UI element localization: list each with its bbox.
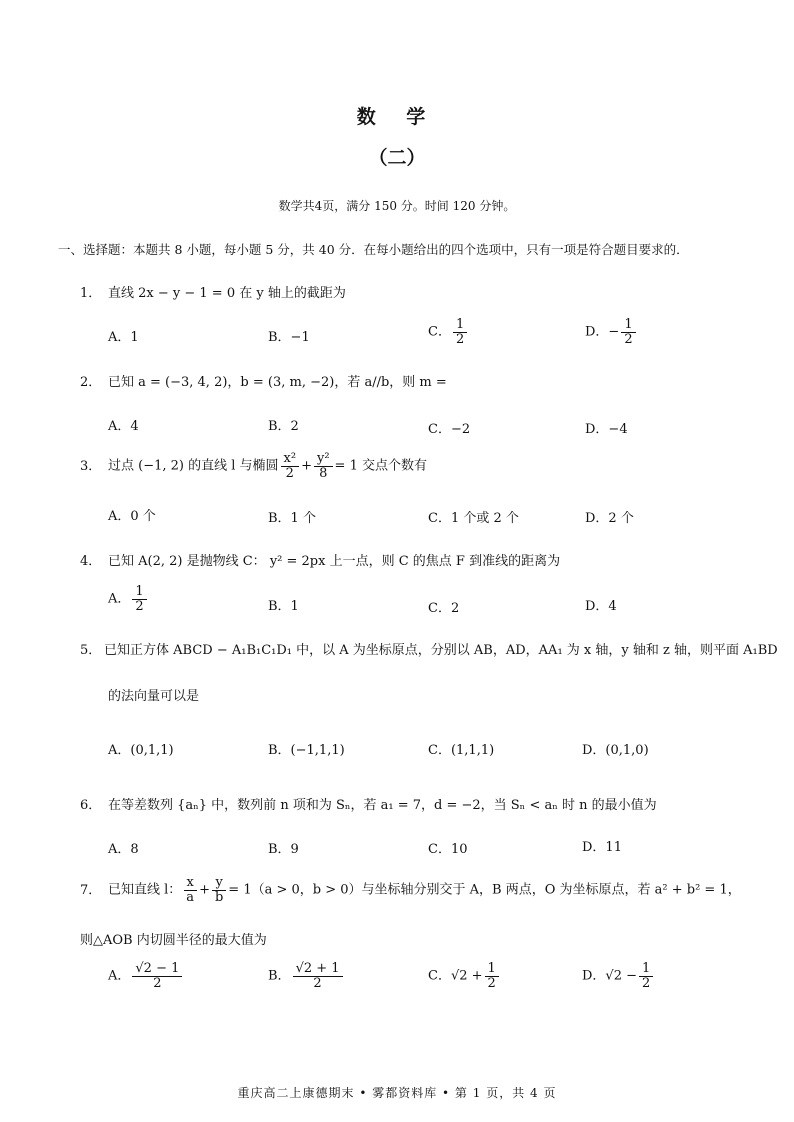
option-d: D．11: [582, 840, 622, 855]
exam-info: 数学共4页，满分 150 分。时间 120 分钟。: [278, 199, 516, 213]
question-stem: 已知 a = (−3, 4, 2)，b = (3, m, −2)，若 a//b，则 m =: [108, 375, 447, 390]
option-b: B．1 个: [268, 511, 316, 526]
fraction: $\frac{\text{y²}}{8}$: [314, 452, 333, 480]
page-subtitle: （二）: [368, 147, 426, 169]
option-c: C． $\frac{1}{2}$: [428, 318, 469, 346]
question-stem-start: 过点 (−1, 2) 的直线 l 与椭圆: [108, 458, 279, 474]
fraction: $\frac{x}{a}$: [183, 876, 197, 904]
fraction: $\frac{y}{b}$: [212, 876, 226, 904]
question-6: [80, 794, 657, 813]
question-stem: 已知 A(2, 2) 是抛物线 C： y² = 2px 上一点，则 C 的焦点 F 到准线的距离为: [108, 554, 561, 569]
question-number: 6．: [80, 798, 102, 813]
option-a: A．0 个: [108, 509, 156, 524]
option-b: B．2: [268, 419, 299, 434]
question-7: 7． 已知直线 l： $\frac{x}{a}$ + $\frac{y}{b}$ = 1（a > 0，b > 0）与坐标轴分别交于 A，B 两点，O 为坐标原点，若 a² + b² = 1，: [80, 875, 741, 905]
question-5: [80, 639, 778, 658]
option-b: B．9: [268, 842, 299, 857]
question-number: 2．: [80, 375, 102, 390]
option-c: C．10: [428, 842, 468, 857]
option-d: D．− $\frac{1}{2}$: [585, 318, 638, 346]
question-1: [80, 282, 346, 301]
question-stem-end: = 1（a > 0，b > 0）与坐标轴分别交于 A，B 两点，O 为坐标原点，若 a² + b² = 1，: [228, 882, 741, 898]
option-a: A． $\frac{1}{2}$: [108, 585, 149, 613]
option-d: D．−4: [585, 422, 628, 437]
question-stem-line-2: 则△AOB 内切圆半径的最大值为: [80, 933, 267, 948]
question-stem-start: 已知直线 l：: [108, 882, 182, 898]
question-number: 7．: [80, 882, 102, 898]
question-stem: 直线 2x − y − 1 = 0 在 y 轴上的截距为: [108, 286, 346, 301]
question-number: 5．: [80, 643, 102, 658]
question-stem-line-2: 的法向量可以是: [108, 689, 200, 704]
question-stem: 在等差数列 {aₙ} 中，数列前 n 项和为 Sₙ，若 a₁ = 7，d = −2，当 Sₙ < aₙ 时 n 的最小值为: [108, 798, 657, 813]
question-4: [80, 550, 560, 569]
question-number: 1．: [80, 286, 102, 301]
question-2: [80, 371, 447, 390]
option-b: B．−1: [268, 330, 310, 345]
question-stem-end: = 1 交点个数有: [334, 458, 427, 474]
option-a: A．8: [108, 842, 139, 857]
option-a: A．4: [108, 419, 139, 434]
question-3: 3． 过点 (−1, 2) 的直线 l 与椭圆 $\frac{\text{x²}}{2}$ + $\frac{\text{y²}}{8}$ = 1 交点个数有: [80, 451, 427, 481]
option-b: B． $\frac{√2 + 1}{2}$: [268, 962, 345, 990]
option-d: D．4: [585, 599, 617, 614]
option-a: A．1: [108, 330, 139, 345]
question-number: 3．: [80, 458, 102, 474]
page-footer: 重庆高二上康德期末 • 雾都资料库 • 第 1 页，共 4 页: [237, 1086, 557, 1100]
option-c: C．−2: [428, 422, 471, 437]
option-a: A． $\frac{√2 - 1}{2}$: [108, 962, 184, 990]
question-stem: 已知正方体 ABCD − A₁B₁C₁D₁ 中，以 A 为坐标原点，分别以 AB，AD，AA₁ 为 x 轴，y 轴和 z 轴，则平面 A₁BD: [104, 643, 778, 658]
fraction: $\frac{\text{x²}}{2}$: [281, 452, 300, 480]
option-d: D．2 个: [585, 511, 634, 526]
page-title: 数 学: [356, 106, 438, 128]
option-b: B．1: [268, 599, 299, 614]
option-c: C．2: [428, 601, 460, 616]
section-heading: 一、选择题：本题共 8 小题，每小题 5 分，共 40 分．在每小题给出的四个选项中，只有一项是符合题目要求的．: [58, 242, 689, 257]
option-a: A．(0,1,1): [108, 743, 174, 758]
option-c: C．1 个或 2 个: [428, 511, 519, 526]
option-c: C．(1,1,1): [428, 743, 495, 758]
question-number: 4．: [80, 554, 102, 569]
option-d: D．(0,1,0): [582, 743, 649, 758]
option-b: B．(−1,1,1): [268, 743, 345, 758]
option-c: C．√2 + $\frac{1}{2}$: [428, 962, 501, 990]
option-d: D．√2 − $\frac{1}{2}$: [582, 962, 655, 990]
